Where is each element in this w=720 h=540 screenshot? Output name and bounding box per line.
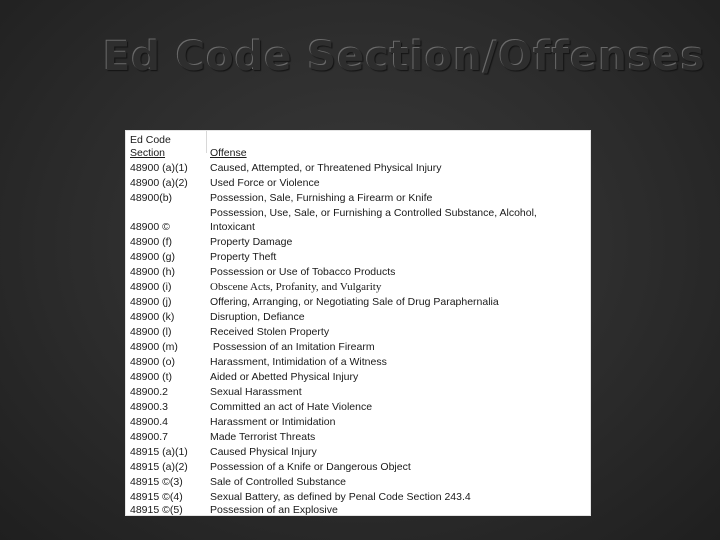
section-cell: 48900 (l) [130,326,172,338]
section-cell: 48900 (f) [130,236,173,248]
offense-cell: Possession of an Explosive [210,504,338,516]
offense-cell: Caused, Attempted, or Threatened Physical Injury [210,162,442,174]
offense-cell: Harassment, Intimidation of a Witness [210,356,387,368]
offense-cell: Possession of a Knife or Dangerous Object [210,461,411,473]
header-section-line1: Ed Code [130,134,171,146]
offense-cell: Made Terrorist Threats [210,431,316,443]
section-cell: 48900 (o) [130,356,175,368]
section-cell: 48900.2 [130,386,168,398]
section-cell: 48915 (a)(2) [130,461,188,473]
section-cell: 48900 (i) [130,281,172,293]
section-cell: 48915 ©(4) [130,491,183,503]
offense-cell: Committed an act of Hate Violence [210,401,373,413]
offense-cell: Received Stolen Property [210,326,330,338]
header-offense: Offense [210,147,247,159]
offense-cell: Disruption, Defiance [210,311,305,323]
section-cell: 48900 (j) [130,296,172,308]
header-divider [206,131,207,153]
section-cell: 48900 © [130,221,170,233]
offense-cell: Harassment or Intimidation [210,416,336,428]
offenses-table [125,130,591,516]
offense-cell: Possession or Use of Tobacco Products [210,266,396,278]
section-cell: 48900 (k) [130,311,175,323]
offense-cell: Possession, Sale, Furnishing a Firearm or Knife [210,192,433,204]
section-cell: 48900.7 [130,431,168,443]
offense-cell: Offering, Arranging, or Negotiating Sale of Drug Paraphernalia [210,296,499,308]
section-cell: 48900 (a)(1) [130,162,188,174]
offense-cell: Used Force or Violence [210,177,320,189]
section-cell: 48915 ©(3) [130,476,183,488]
offense-cell: Sale of Controlled Substance [210,476,347,488]
header-section-line2: Section [130,147,166,159]
offense-cell-line1: Possession, Use, Sale, or Furnishing a Controlled Substance, Alcohol, [210,207,537,219]
offense-cell: Obscene Acts, Profanity, and Vulgarity [210,281,382,293]
offense-cell: Property Theft [210,251,277,263]
section-cell: 48915 ©(5) [130,504,183,516]
offense-cell: Sexual Battery, as defined by Penal Code Section 243.4 [210,491,471,503]
section-cell: 48900 (h) [130,266,175,278]
offense-cell: Intoxicant [210,221,255,233]
section-cell: 48900.4 [130,416,168,428]
offense-cell: Property Damage [210,236,293,248]
offense-cell: Caused Physical Injury [210,446,317,458]
section-cell: 48900 (t) [130,371,173,383]
offense-cell: Possession of an Imitation Firearm [210,341,375,353]
section-cell: 48900 (m) [130,341,178,353]
slide-title: Ed Code Section/Offenses [103,34,706,80]
section-cell: 48900.3 [130,401,168,413]
section-cell: 48900(b) [130,192,173,204]
section-cell: 48915 (a)(1) [130,446,188,458]
section-cell: 48900 (g) [130,251,175,263]
offense-cell: Aided or Abetted Physical Injury [210,371,359,383]
section-cell: 48900 (a)(2) [130,177,188,189]
offense-cell: Sexual Harassment [210,386,302,398]
